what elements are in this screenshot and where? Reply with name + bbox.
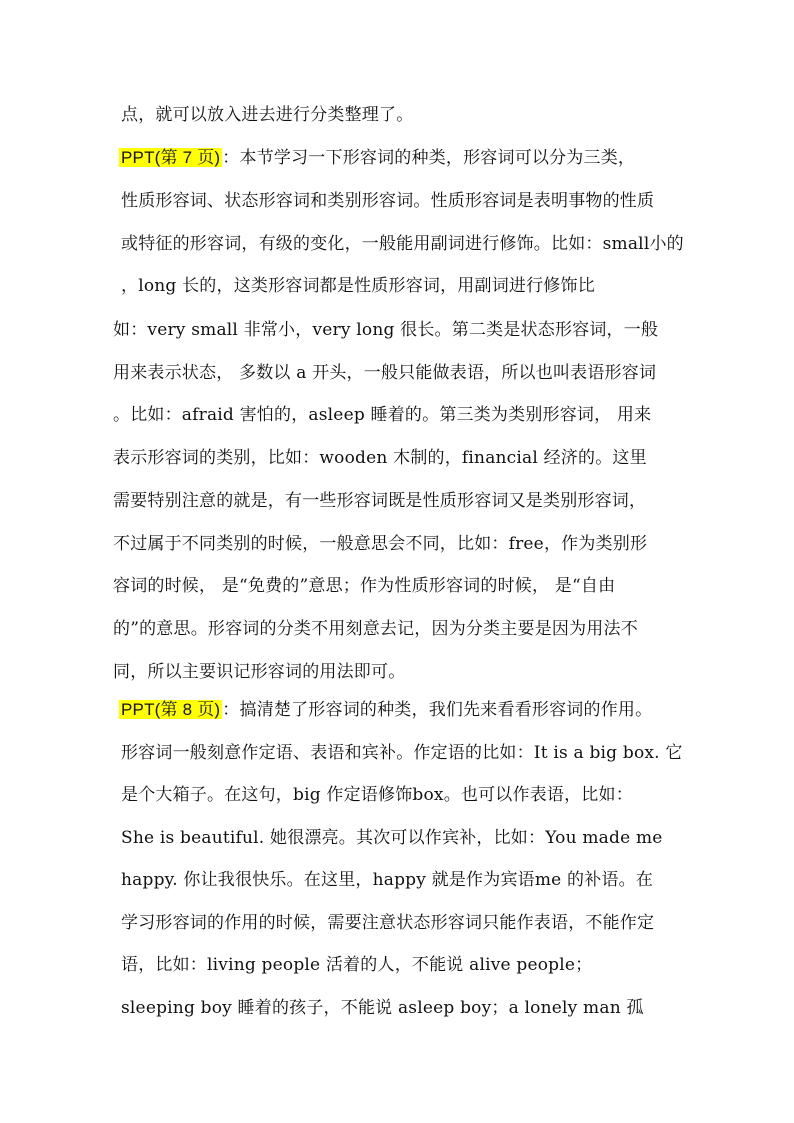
- ppt-page-label: PPT(第 8 页): [121, 700, 221, 719]
- text-line: ，long 长的，这类形容词都是性质形容词，用副词进行修饰比: [121, 276, 595, 296]
- text-line: 不过属于不同类别的时候，一般意思会不同，比如：free，作为类别形: [113, 534, 648, 554]
- text-line: 是个大箱子。在这句，big 作定语修饰box。也可以作表语，比如：: [121, 785, 633, 805]
- text-line: 用来表示状态， 多数以 a 开头，一般只能做表语，所以也叫表语形容词: [113, 363, 657, 383]
- ppt-page-label: PPT(第 7 页): [121, 148, 221, 167]
- text-line: PPT(第 7 页) ：本节学习一下形容词的种类，形容词可以分为三类，: [121, 148, 636, 168]
- text-line: sleeping boy 睡着的孩子，不能说 asleep boy；a lonely man 孤: [121, 998, 644, 1018]
- text-line: 点，就可以放入进去进行分类整理了。: [121, 105, 414, 125]
- text-line: PPT(第 8 页) ：搞清楚了形容词的种类，我们先来看看形容词的作用。: [121, 700, 653, 720]
- text-line: 容词的时候， 是“免费的”意思；作为性质形容词的时候， 是“自由: [113, 576, 616, 596]
- text-line: 学习形容词的作用的时候，需要注意状态形容词只能作表语，不能作定: [121, 913, 655, 933]
- text-line: 表示形容词的类别，比如：wooden 木制的，financial 经济的。这里: [113, 448, 647, 468]
- text-line: 语，比如：living people 活着的人，不能说 alive people；: [121, 955, 593, 975]
- text-line: 或特征的形容词，有级的变化，一般能用副词进行修饰。比如：small小的: [121, 234, 684, 254]
- text-line: 性质形容词、状态形容词和类别形容词。性质形容词是表明事物的性质: [121, 191, 655, 211]
- text-line: 形容词一般刻意作定语、表语和宾补。作定语的比如：It is a big box. 它: [121, 743, 683, 763]
- text-line: 。比如：afraid 害怕的，asleep 睡着的。第三类为类别形容词， 用来: [113, 405, 652, 425]
- text-line: 的”的意思。形容词的分类不用刻意去记，因为分类主要是因为用法不: [113, 619, 638, 639]
- text-line: 同，所以主要识记形容词的用法即可。: [113, 662, 406, 682]
- text-line: 如：very small 非常小，very long 很长。第二类是状态形容词，一般: [113, 320, 659, 340]
- text-line: 需要特别注意的就是，有一些形容词既是性质形容词又是类别形容词，: [113, 491, 647, 511]
- text-line: happy. 你让我很快乐。在这里，happy 就是作为宾语me 的补语。在: [121, 870, 654, 890]
- text-line: She is beautiful. 她很漂亮。其次可以作宾补，比如：You made me: [121, 828, 663, 848]
